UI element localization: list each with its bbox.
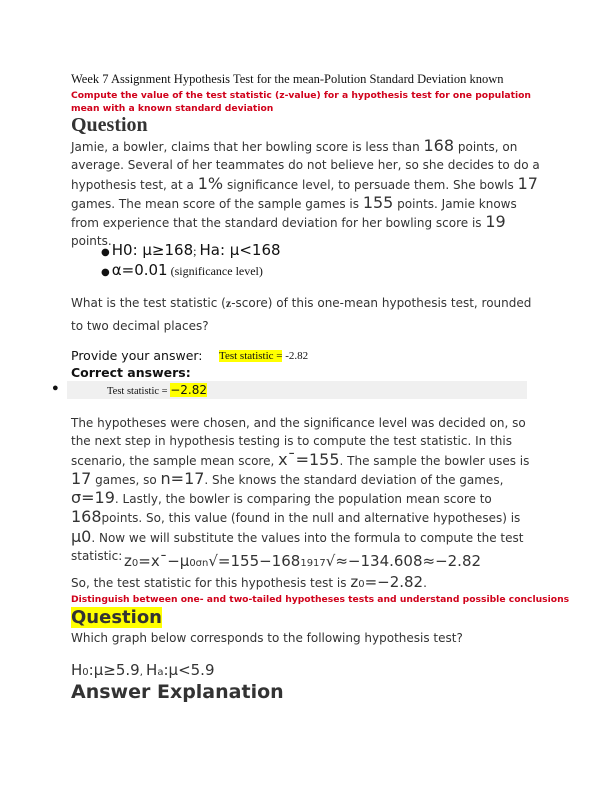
answer-explanation-text: The hypotheses were chosen, and the significance level was decided on, so the next step in hypothesis testing is to compute the test statistic. In this scenario, the sample mean score, x¯=155. The sample the bowler uses is 17 games, so n=17. She knows the standard deviation of the games, σ=19. Lastly, the bowler is comparing the population mean score to 168points. So, this value (found in the null and alternative hypotheses) is μ0. Now we will substitute the values into the formula to compute the test statistic:: [71, 416, 530, 564]
provide-answer-label: Provide your answer:: [71, 348, 203, 363]
question2-heading: Question: [71, 607, 162, 628]
question-heading: Question: [71, 114, 148, 136]
question2-text: Which graph below corresponds to the following hypothesis test?: [71, 631, 463, 645]
learning-objective-2: Distinguish between one- and two-tailed hypotheses tests and understand possible conclusions: [71, 594, 570, 605]
alpha-bullet: ● α=0.01 (significance level): [101, 261, 263, 279]
hypotheses-list: [101, 240, 281, 280]
answer-explanation-heading: Answer Explanation: [71, 681, 284, 703]
test-statistic-result: So, the test statistic for this hypothesis test is z0=−2.82.: [71, 573, 427, 591]
test-statistic-formula: z0=x¯−μ0σn√=155−1681917√≈−134.608≈−2.82: [124, 552, 482, 570]
document-title: Week 7 Assignment Hypothesis Test for the mean-Polution Standard Deviation known: [71, 72, 504, 86]
provided-answer: Test statistic = -2.82: [219, 350, 309, 362]
question2-hypotheses: H0:μ≥5.9, Ha:μ<5.9: [71, 661, 215, 679]
problem-statement: Jamie, a bowler, claims that her bowling score is less than 168 points, on average. Several of her teammates do not believe her, so she decides to do a hypothesis test, at a 1% significance level, to persuade them. She bowls 17 games. The mean score of the sample games is 155 points. Jamie knows from experience that the standard deviation for her bowling score is 19 points.: [71, 136, 540, 249]
correct-answer: Test statistic = −2.82: [107, 383, 208, 397]
question-text: What is the test statistic (z-score) of this one-mean hypothesis test, rounded to two decimal places?: [71, 296, 532, 333]
learning-objective-1: Compute the value of the test statistic (z-value) for a hypothesis test for one population mean with a known standard deviation: [71, 90, 531, 114]
answer-bullet: ●: [52, 382, 59, 394]
hypotheses-bullet: ● H0: μ≥168; Ha: μ<168: [101, 241, 281, 259]
correct-answers-label: Correct answers:: [71, 365, 191, 380]
